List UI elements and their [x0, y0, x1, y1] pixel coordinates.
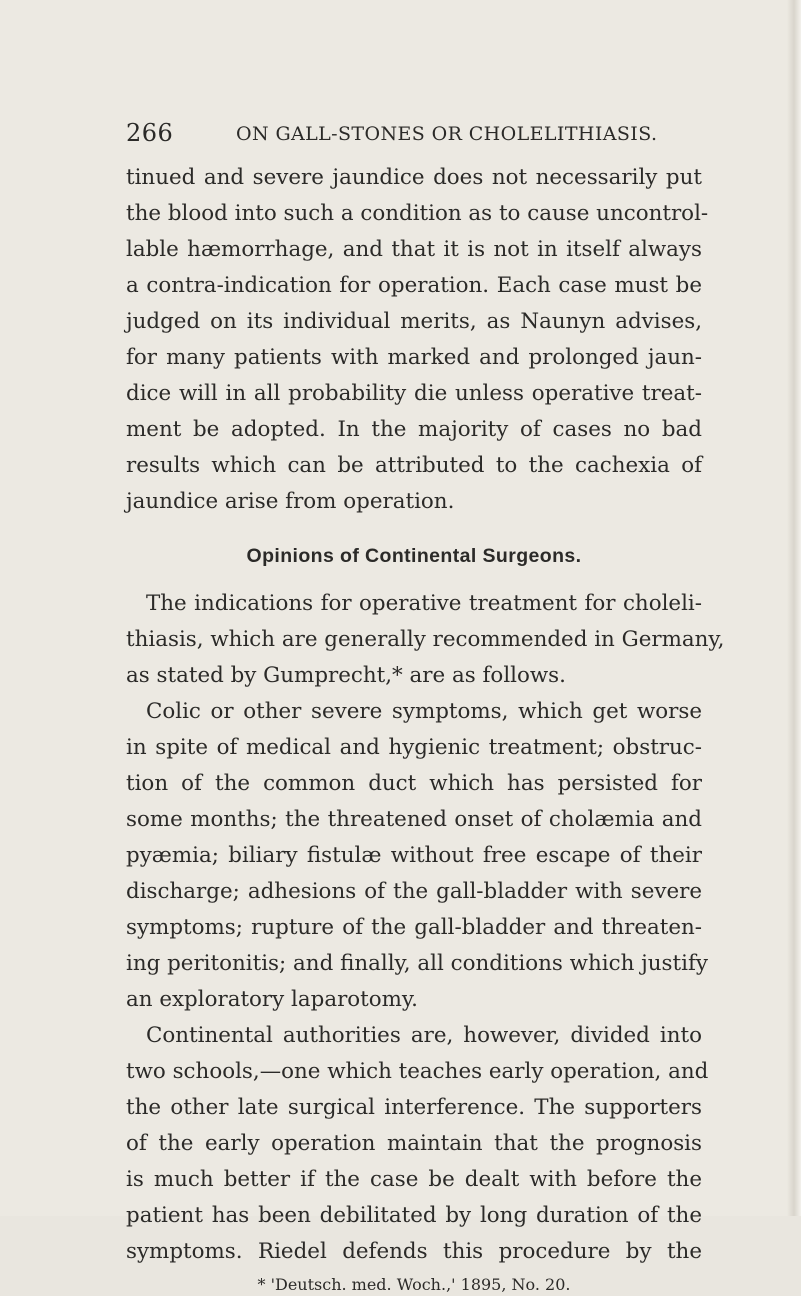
text-line: an exploratory laparotomy. — [126, 987, 418, 1012]
text-line: symptoms. Riedel defends this procedure by the — [126, 1239, 702, 1264]
text-line: some months; the threatened onset of cholæmia and — [126, 807, 702, 832]
text-line: the other late surgical interference. The supporters — [126, 1095, 702, 1120]
text-line: lable hæmorrhage, and that it is not in itself always — [126, 237, 702, 262]
text-line: is much better if the case be dealt with before the — [126, 1167, 702, 1192]
text-line: a contra-indication for operation. Each case must be — [126, 273, 702, 298]
text-line: symptoms; rupture of the gall-bladder and threaten- — [126, 915, 702, 940]
text-line: tinued and severe jaundice does not necessarily put — [126, 165, 702, 190]
text-line: in spite of medical and hygienic treatment; obstruc- — [126, 735, 702, 760]
footnote: * 'Deutsch. med. Woch.,' 1895, No. 20. — [257, 1275, 571, 1294]
page-number: 266 — [126, 119, 174, 147]
text-line: jaundice arise from operation. — [126, 489, 455, 514]
running-title: ON GALL-STONES OR CHOLELITHIASIS. — [236, 123, 658, 145]
text-line: ing peritonitis; and finally, all conditions which justify — [126, 951, 708, 976]
text-line: tion of the common duct which has persisted for — [126, 771, 702, 796]
text-line: ment be adopted. In the majority of cases no bad — [126, 417, 702, 442]
text-line: pyæmia; biliary fistulæ without free escape of their — [126, 843, 702, 868]
text-line: dice will in all probability die unless operative treat- — [126, 381, 702, 406]
text-line: Colic or other severe symptoms, which get worse — [146, 699, 702, 724]
text-line: The indications for operative treatment for choleli- — [146, 591, 702, 616]
text-line: Continental authorities are, however, divided into — [146, 1023, 702, 1048]
text-line: as stated by Gumprecht,* are as follows. — [126, 663, 566, 688]
page-edge — [787, 0, 801, 1216]
text-line: of the early operation maintain that the prognosis — [126, 1131, 702, 1156]
text-line: patient has been debilitated by long duration of the — [126, 1203, 702, 1228]
text-line: thiasis, which are generally recommended in Germany, — [126, 627, 725, 652]
running-header — [126, 118, 726, 148]
text-line: judged on its individual merits, as Naunyn advises, — [126, 309, 702, 334]
text-line: discharge; adhesions of the gall-bladder with severe — [126, 879, 702, 904]
text-line: for many patients with marked and prolonged jaun- — [126, 345, 702, 370]
text-line: the blood into such a condition as to cause uncontrol- — [126, 201, 709, 226]
text-line: two schools,—one which teaches early operation, and — [126, 1059, 709, 1084]
text-line: results which can be attributed to the cachexia of — [126, 453, 702, 478]
section-heading: Opinions of Continental Surgeons. — [246, 545, 582, 567]
